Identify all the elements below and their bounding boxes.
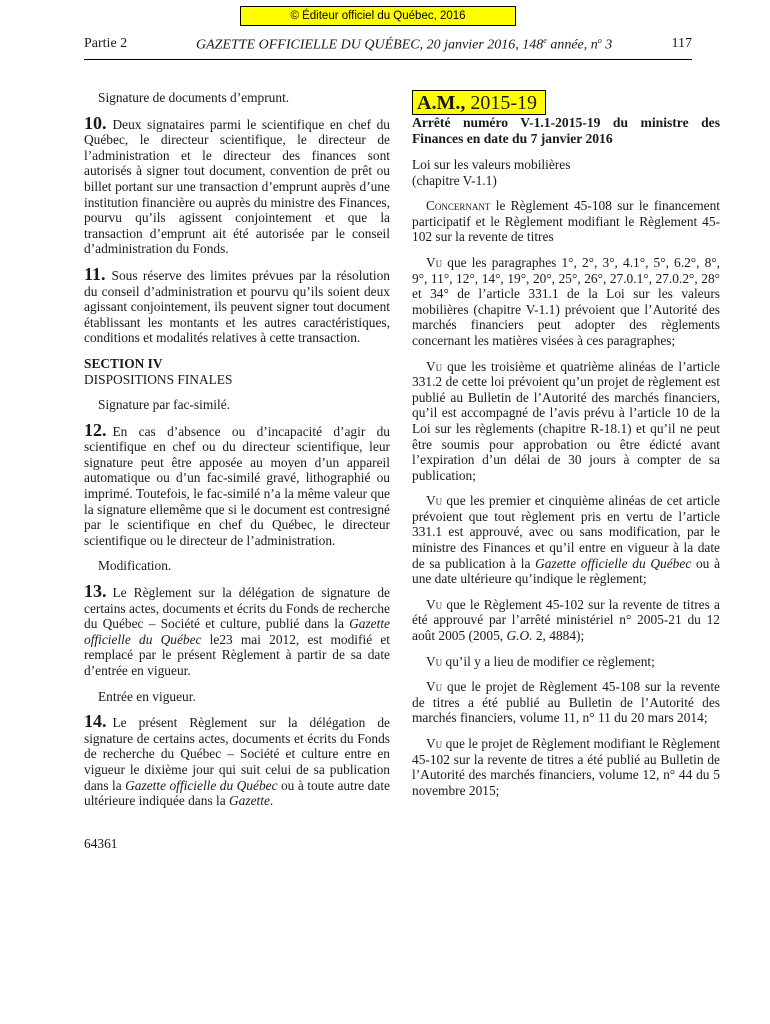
- vu-paragraph-2: Vu que les troisième et quatrième alinéas de l’article 331.2 de cette loi prévoient qu’un projet de règlement est publié au Bulletin de l’Autorité des marchés financiers, qu’il est accompagné de l’avis prévu à l’article 10 de la Loi sur les règlements (chapitre R-18.1) et qu’il ne peut être soumis pour approbation ou être édicté avant l’expiration d’un délai de 30 jours à compter de sa publication;: [412, 358, 720, 483]
- arrete-title: Arrêté numéro V-1.1-2015-19 du ministre des Finances en date du 7 janvier 2016: [412, 115, 720, 146]
- header-rule: [84, 59, 692, 60]
- loi-chapitre: (chapitre V-1.1): [412, 172, 497, 188]
- vu-paragraph-3: Vu que les premier et cinquième alinéas de cet article prévoient que tout règlement pris en vertu de l’article 331.1 est approuvé, avec ou sans modification, par le ministre des Finances et qu’il entre en vigueur à la date de sa publication à la Gazette officielle du Québec ou à une date ultérieure qu’indique le règlement;: [412, 493, 721, 587]
- concernant-paragraph: Concernant le Règlement 45-108 sur le financement participatif et le Règlement modifiant le Règlement 45-102 sur la revente de titres: [412, 198, 720, 245]
- am-number-badge: A.M., 2015-19: [412, 90, 546, 115]
- header-gazette-title: GAZETTE OFFICIELLE DU QUÉBEC, 20 janvier 2016, 148e année, $n^o$ 3: [196, 36, 613, 53]
- section-14: 14. Le présent Règlement sur la délégation de signature de certains actes, documents et écrits du Fonds de recherche du Québec – Société et culture entre en vigueur le dixième jour qui suit celui de sa publication dans la Gazette officielle du Québec ou à toute autre date ultérieure indiquée dans la Gazette.: [84, 711, 390, 809]
- right-column: [412, 90, 720, 798]
- marginal-title-modification: Modification.: [98, 558, 172, 574]
- section-iv-heading: SECTION IV: [84, 355, 163, 371]
- marginal-title-entree-en-vigueur: Entrée en vigueur.: [98, 688, 196, 704]
- marginal-title-signature-documents: Signature de documents d’emprunt.: [98, 90, 290, 105]
- page-header: [84, 36, 692, 56]
- copyright-banner: © Éditeur officiel du Québec, 2016: [240, 6, 516, 26]
- vu-paragraph-4: Vu que le Règlement 45-102 sur la revente de titres a été approuvé par l’arrêté ministériel n° 2005-21 du 12 août 2005 (2005, G.O. 2, 4884);: [412, 596, 720, 644]
- reference-number: 64361: [84, 836, 118, 851]
- section-12: 12. En cas d’absence ou d’incapacité d’agir du scientifique en chef ou du directeur scientifique, leur signature peut être apposée au moyen d’un appareil automatique ou d’un fac-similé gravé, lithographié ou imprimé. Toutefois, le fac-similé n’a la même valeur que la signature ellemême que si le document est contresigné par le scientifique en chef du Québec, le directeur scientifique ou le directeur de l’administration.: [84, 419, 390, 548]
- loi-title: Loi sur les valeurs mobilières: [412, 157, 571, 172]
- header-part: Partie 2: [84, 36, 128, 51]
- dispositions-finales-heading: DISPOSITIONS FINALES: [84, 371, 233, 387]
- section-10: 10. Deux signataires parmi le scientifique en chef du Québec, le directeur scientifique, le directeur de l’administration et le directeur des finances sont autorisés à signer tout document, convention de prêt ou billet portant sur une transaction d’emprunt auprès d’une institution financière ou auprès du ministre des Finances, pourvu qu’ils agissent conjointement et que la transaction d’emprunt ait été autorisée par le conseil d’administration du Fonds.: [84, 112, 390, 257]
- section-13: 13. Le Règlement sur la délégation de signature de certains actes, documents et écrits du Fonds de recherche du Québec – Société et culture, publié dans la Gazette officielle du Québec le23 mai 2012, est modifié et remplacé par le présent Règlement à partir de sa date d’entrée en vigueur.: [84, 581, 391, 678]
- page-number: 117: [671, 36, 692, 51]
- vu-paragraph-7: Vu que le projet de Règlement modifiant le Règlement 45-102 sur la revente de titres a été publié au Bulletin de l’Autorité des marchés financiers, volume 12, n° 44 du 5 novembre 2015;: [412, 736, 720, 798]
- left-column: [84, 90, 390, 809]
- vu-paragraph-6: Vu que le projet de Règlement 45-108 sur la revente de titres a été publié au Bulletin de l’Autorité des marchés financiers, volume 11, n° 11 du 20 mars 2014;: [412, 679, 720, 726]
- vu-paragraph-1: Vu que les paragraphes 1°, 2°, 3°, 4.1°, 5°, 6.2°, 8°, 9°, 11°, 12°, 14°, 19°, 20°, 25°, 26°, 27.0.1°, 27.0.2°, 28° et 34° de l’article 331.1 de la Loi sur les valeurs mobilières (chapitre V-1.1) prévoient que l’Autorité des marchés financiers peut adopter des règlements concernant les matières visées à ces paragraphes;: [412, 254, 720, 348]
- vu-paragraph-5: Vu qu’il y a lieu de modifier ce règlement;: [426, 653, 655, 669]
- marginal-title-fac-simile: Signature par fac-similé.: [98, 397, 230, 413]
- section-11: 11. Sous réserve des limites prévues par la résolution du conseil d’administration et pourvu qu’ils soient deux agissant conjointement, ils peuvent signer tout document établissant les montants et les autres caractéristiques, conditions et modalités relatives à cette transaction.: [84, 263, 390, 346]
